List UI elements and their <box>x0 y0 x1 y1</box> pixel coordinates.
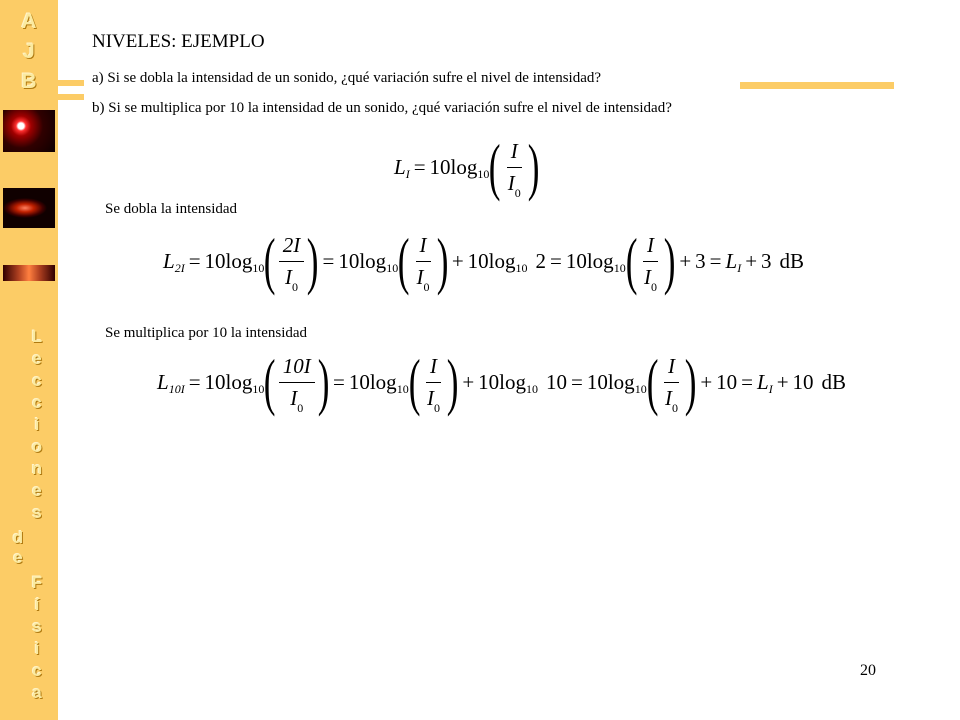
math-number: 10 <box>478 369 500 394</box>
sidebar-letter: e <box>32 481 42 500</box>
math-paren: ( <box>489 131 501 202</box>
page-number: 20 <box>860 662 876 679</box>
math-operator: = <box>741 369 753 394</box>
sidebar-letter: F <box>31 573 43 592</box>
math-symbol: L <box>757 369 769 394</box>
math-subscript: 0 <box>434 400 440 415</box>
math-number: 3 <box>695 248 706 273</box>
math-function: log <box>225 369 253 394</box>
math-subscript: 10 <box>386 260 399 275</box>
unit-label: dB <box>779 248 805 273</box>
math-paren: ( <box>646 346 659 417</box>
sidebar-letter: s <box>32 617 42 636</box>
math-subscript: 0 <box>423 279 430 294</box>
math-fraction <box>661 353 682 415</box>
math-symbol: L <box>157 369 169 394</box>
math-fraction <box>413 232 434 294</box>
math-subscript: 2I <box>174 260 185 275</box>
math-function: log <box>607 369 635 394</box>
math-paren: ) <box>684 346 697 417</box>
math-paren: ) <box>663 225 676 296</box>
math-function: log <box>450 154 478 179</box>
math-operator: + <box>451 248 464 273</box>
math-subscript: 10I <box>168 381 185 396</box>
math-numerator: 10I <box>279 354 315 383</box>
math-function: log <box>499 369 526 394</box>
sidebar-letter: e <box>13 548 23 567</box>
brand-letter: A <box>21 10 37 33</box>
double-intensity-equation <box>163 225 805 296</box>
math-number: 10 <box>429 154 451 179</box>
physics-thumbnail-image <box>3 110 55 152</box>
sidebar-letter: i <box>34 639 40 658</box>
math-subscript: 10 <box>252 260 265 275</box>
math-function: log <box>586 248 614 273</box>
math-number: 2 <box>535 248 546 273</box>
math-paren: ( <box>264 346 276 417</box>
math-denominator: I <box>644 264 651 289</box>
math-operator: + <box>679 248 692 273</box>
math-paren: ) <box>306 225 319 296</box>
math-subscript: 0 <box>672 400 678 415</box>
math-operator: = <box>709 248 722 273</box>
math-operator: = <box>188 369 201 394</box>
math-subscript: I <box>768 381 773 396</box>
math-paren: ) <box>527 131 540 202</box>
sidebar-letter: í <box>34 595 40 614</box>
math-number: 10 <box>204 248 226 273</box>
math-subscript: I <box>405 166 410 181</box>
math-denominator: I <box>507 170 515 195</box>
math-subscript: 10 <box>252 381 265 396</box>
math-numerator: I <box>416 233 431 262</box>
math-operator: = <box>333 369 345 394</box>
math-subscript: 0 <box>297 400 304 415</box>
math-denominator: I <box>427 385 434 410</box>
sidebar <box>0 0 58 720</box>
label-double-intensity: Se dobla la intensidad <box>105 201 238 217</box>
math-subscript: 10 <box>396 381 409 396</box>
math-paren: ( <box>397 225 410 296</box>
math-number: 3 <box>761 248 772 273</box>
math-subscript: 10 <box>526 381 538 396</box>
unit-label: dB <box>821 369 847 394</box>
math-number: 10 <box>792 369 814 394</box>
sidebar-letter: a <box>32 683 42 702</box>
math-number: 10 <box>716 369 738 394</box>
sidebar-letter: n <box>31 459 43 478</box>
math-number: 10 <box>348 369 370 394</box>
math-operator: + <box>776 369 789 394</box>
math-operator: + <box>462 369 475 394</box>
math-fraction <box>640 232 661 294</box>
sidebar-letter: i <box>34 415 40 434</box>
math-fraction <box>504 138 525 200</box>
accent-bar <box>58 80 84 86</box>
sidebar-letter: s <box>32 503 42 522</box>
math-number: 10 <box>565 248 587 273</box>
math-subscript: 10 <box>477 166 490 181</box>
math-operator: = <box>550 248 562 273</box>
math-numerator: 2I <box>279 233 305 262</box>
sidebar-letter: c <box>32 371 42 390</box>
math-denominator: I <box>290 385 298 410</box>
math-numerator: I <box>507 139 522 168</box>
math-paren: ( <box>625 225 638 296</box>
math-subscript: I <box>737 260 742 275</box>
math-number: 10 <box>467 248 489 273</box>
sidebar-letter: c <box>32 661 42 680</box>
accent-bar <box>58 94 84 100</box>
math-symbol: L <box>394 154 406 179</box>
math-symbol: L <box>163 248 175 273</box>
math-number: 10 <box>204 369 226 394</box>
label-times-ten-intensity: Se multiplica por 10 la intensidad <box>105 325 308 341</box>
math-paren: ( <box>264 225 276 296</box>
math-operator: = <box>322 248 335 273</box>
accent-bar <box>740 82 894 89</box>
brand-letter: J <box>23 40 35 63</box>
math-denominator: I <box>416 264 424 289</box>
sidebar-letter: o <box>31 437 43 456</box>
math-function: log <box>488 248 516 273</box>
math-fraction <box>279 353 315 415</box>
math-fraction <box>279 232 305 294</box>
math-subscript: 0 <box>514 185 521 200</box>
intensity-level-formula <box>394 131 540 202</box>
math-denominator: I <box>665 385 672 410</box>
sidebar-letter: L <box>31 327 43 346</box>
math-numerator: I <box>643 233 658 262</box>
slide-title: NIVELES: EJEMPLO <box>92 31 265 52</box>
math-function: log <box>369 369 397 394</box>
brand-letter: B <box>21 70 37 93</box>
question-b: b) Si se multiplica por 10 la intensidad de un sonido, ¿qué variación sufre el nivel de intensidad? <box>92 100 672 116</box>
sidebar-letter: d <box>12 528 24 547</box>
math-subscript: 10 <box>515 260 528 275</box>
math-operator: = <box>571 369 583 394</box>
math-symbol: L <box>725 248 738 273</box>
math-denominator: I <box>284 264 292 289</box>
math-operator: = <box>413 154 426 179</box>
question-a: a) Si se dobla la intensidad de un sonido, ¿qué variación sufre el nivel de intensidad? <box>92 70 602 86</box>
math-paren: ( <box>408 346 421 417</box>
math-numerator: I <box>664 354 679 383</box>
physics-thumbnail-image <box>3 265 55 281</box>
math-operator: + <box>700 369 713 394</box>
math-paren: ) <box>446 346 459 417</box>
math-operator: = <box>188 248 201 273</box>
math-fraction <box>423 353 444 415</box>
math-number: 10 <box>338 248 360 273</box>
math-number: 10 <box>586 369 608 394</box>
math-function: log <box>225 248 253 273</box>
times-ten-intensity-equation <box>157 346 847 417</box>
math-subscript: 0 <box>291 279 298 294</box>
math-subscript: 0 <box>651 279 657 294</box>
physics-thumbnail-image <box>3 188 55 228</box>
math-number: 10 <box>546 369 567 394</box>
math-numerator: I <box>426 354 441 383</box>
math-paren: ) <box>436 225 449 296</box>
math-operator: + <box>745 248 758 273</box>
math-paren: ) <box>317 346 330 417</box>
math-function: log <box>359 248 387 273</box>
math-subscript: 10 <box>613 260 626 275</box>
sidebar-letter: e <box>32 349 42 368</box>
sidebar-letter: c <box>32 393 42 412</box>
math-subscript: 10 <box>634 381 647 396</box>
